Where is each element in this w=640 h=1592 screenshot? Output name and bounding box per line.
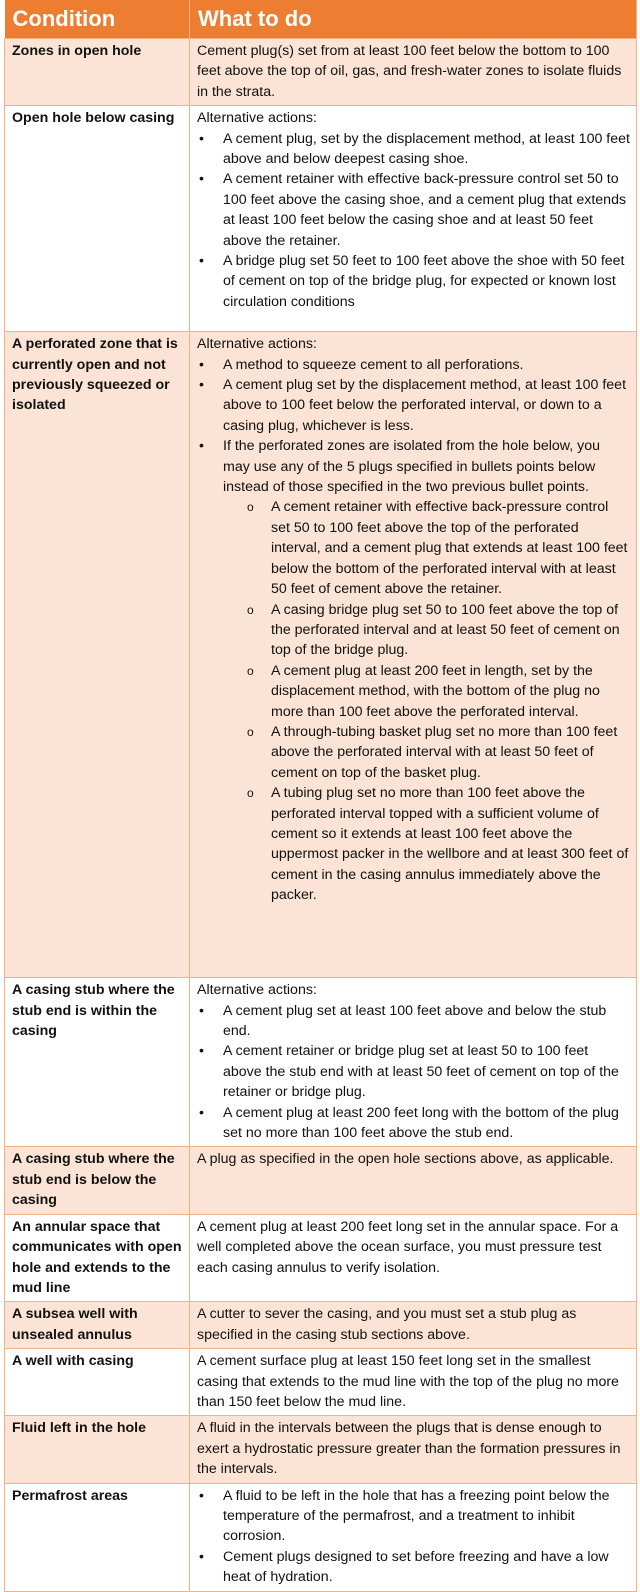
table-row [5, 1483, 637, 1591]
action-cell [190, 1483, 637, 1591]
bullet-list [197, 1001, 630, 1144]
action-cell: Cement plug(s) set from at least 100 feet below the bottom to 100 feet above the top of oil, gas, and fresh-water zones to isolate fluids in the strata. [190, 39, 637, 106]
action-cell: A plug as specified in the open hole sections above, as applicable. [190, 1147, 637, 1214]
list-item: • A bridge plug set 50 feet to 100 feet above the shoe with 50 feet of cement on top of the bridge plug, for expected or known lost circulation conditions [197, 251, 630, 312]
table-row [5, 1416, 637, 1483]
sub-bullet-list [197, 497, 630, 905]
alternatives-intro: Alternative actions: [197, 336, 317, 353]
condition-cell: A perforated zone that is currently open and not previously squeezed or isolated [5, 332, 190, 978]
header-row [5, 0, 637, 39]
action-cell: A cement plug at least 200 feet long set in the annular space. For a well completed above the ocean surface, you must pressure test each casing annulus to verify isolation. [190, 1214, 637, 1302]
sub-list-item: o A cement retainer with effective back-pressure control set 50 to 100 feet above the top of the perforated interval, and a cement plug that extends at least 100 feet below the bottom of the perforated interval with at least 50 feet of cement above the retainer. [197, 497, 630, 599]
list-item: • If the perforated zones are isolated from the hole below, you may use any of the 5 plugs specified in bullets points below instead of those specified in the two previous bullet points. [197, 436, 630, 497]
list-item: • A cement retainer with effective back-pressure control set 50 to 100 feet above the casing shoe, and a cement plug that extends at least 100 feet below the casing shoe and at least 50 feet above the retainer. [197, 169, 630, 251]
table-row [5, 1214, 637, 1302]
list-item: • A cement plug set at least 100 feet above and below the stub end. [197, 1001, 630, 1042]
sub-list-item: o A casing bridge plug set 50 to 100 feet above the top of the perforated interval and at least 50 feet of cement on top of the bridge plug. [197, 600, 630, 661]
condition-cell: A casing stub where the stub end is below the casing [5, 1147, 190, 1214]
table-row [5, 39, 637, 106]
header-condition: Condition [5, 0, 190, 39]
alternatives-intro: Alternative actions: [197, 982, 317, 999]
list-item: • A cement plug set by the displacement method, at least 100 feet above to 100 feet below the perforated interval, or down to a casing plug, whichever is less. [197, 375, 630, 436]
action-cell: A cutter to sever the casing, and you must set a stub plug as specified in the casing stub sections above. [190, 1302, 637, 1349]
condition-cell: Fluid left in the hole [5, 1416, 190, 1483]
alternatives-intro: Alternative actions: [197, 110, 317, 127]
action-cell: A cement surface plug at least 150 feet long set in the smallest casing that extends to the mud line with the top of the plug no more than 150 feet below the mud line. [190, 1349, 637, 1416]
condition-cell: Open hole below casing [5, 106, 190, 332]
condition-cell: A well with casing [5, 1349, 190, 1416]
list-item: • A method to squeeze cement to all perforations. [197, 355, 630, 375]
list-item: • Cement plugs designed to set before freezing and have a low heat of hydration. [197, 1547, 630, 1588]
condition-cell: Permafrost areas [5, 1483, 190, 1591]
header-what-to-do: What to do [190, 0, 637, 39]
plugging-requirements-table [4, 0, 637, 1592]
sub-list-item: o A tubing plug set no more than 100 feet above the perforated interval topped with a sufficient volume of cement so it extends at least 100 feet above the uppermost packer in the wellbore and at least 300 feet of cement in the casing annulus immediately above the packer. [197, 783, 630, 905]
action-cell [190, 106, 637, 332]
bullet-list [197, 1486, 630, 1588]
table-row [5, 332, 637, 978]
sub-list-item: o A cement plug at least 200 feet in length, set by the displacement method, with the bottom of the plug no more than 100 feet above the perforated interval. [197, 661, 630, 722]
table-row [5, 1302, 637, 1349]
list-item: • A fluid to be left in the hole that has a freezing point below the temperature of the permafrost, and a treatment to inhibit corrosion. [197, 1486, 630, 1547]
list-item: • A cement plug, set by the displacement method, at least 100 feet above and below deepest casing shoe. [197, 129, 630, 170]
list-item: • A cement plug at least 200 feet long with the bottom of the plug set no more than 100 feet above the stub end. [197, 1103, 630, 1144]
action-cell [190, 978, 637, 1147]
sub-list-item: o A through-tubing basket plug set no more than 100 feet above the perforated interval with at least 50 feet of cement on top of the basket plug. [197, 722, 630, 783]
condition-cell: A casing stub where the stub end is within the casing [5, 978, 190, 1147]
table-row [5, 1147, 637, 1214]
condition-cell: Zones in open hole [5, 39, 190, 106]
table-row [5, 106, 637, 332]
list-item: • A cement retainer or bridge plug set at least 50 to 100 feet above the stub end with at least 50 feet of cement on top of the retainer or bridge plug. [197, 1041, 630, 1102]
table-row [5, 978, 637, 1147]
condition-cell: An annular space that communicates with open hole and extends to the mud line [5, 1214, 190, 1302]
action-cell [190, 332, 637, 978]
bullet-list [197, 355, 630, 498]
condition-cell: A subsea well with unsealed annulus [5, 1302, 190, 1349]
table-row [5, 1349, 637, 1416]
bullet-list [197, 129, 630, 313]
action-cell: A fluid in the intervals between the plugs that is dense enough to exert a hydrostatic pressure greater than the formation pressures in the intervals. [190, 1416, 637, 1483]
